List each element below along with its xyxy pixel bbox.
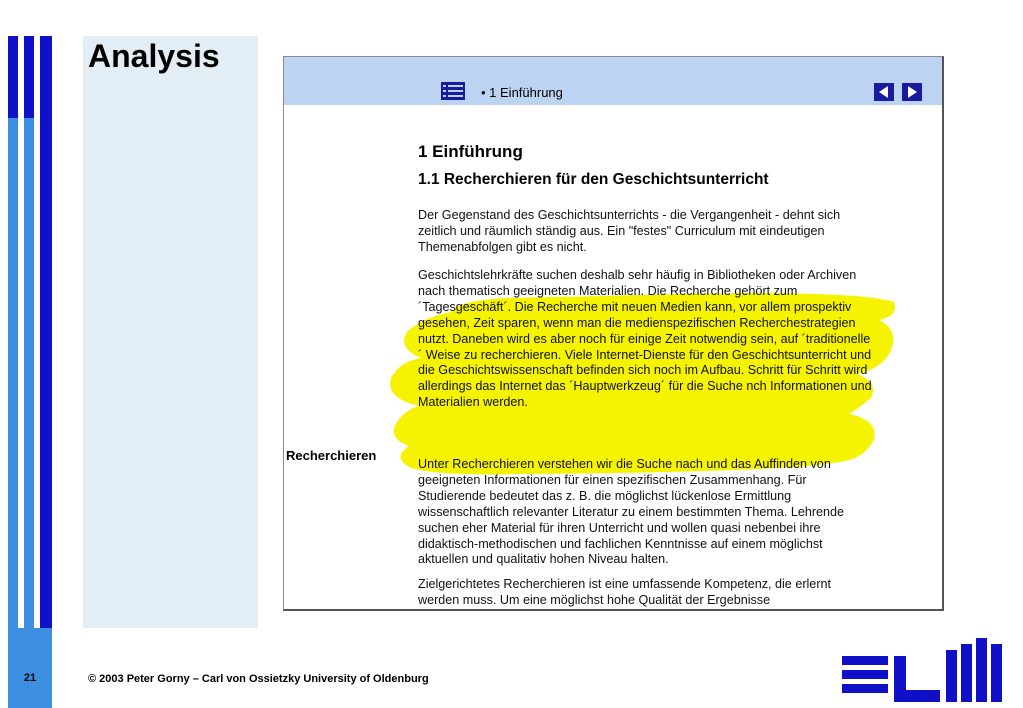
margin-label: Recherchieren bbox=[286, 448, 377, 463]
elm-logo-icon bbox=[842, 636, 1006, 702]
breadcrumb[interactable]: • 1 Einführung bbox=[481, 85, 563, 100]
chapter-heading: 1 Einführung bbox=[418, 142, 523, 161]
side-panel bbox=[83, 36, 258, 628]
document-content bbox=[284, 105, 942, 609]
footer-copyright: © 2003 Peter Gorny – Carl von Ossietzky University of Oldenburg bbox=[88, 673, 429, 685]
left-bar-4 bbox=[40, 36, 52, 628]
page-number-box bbox=[8, 628, 52, 708]
section-heading: 1.1 Recherchieren für den Geschichtsunterricht bbox=[418, 171, 769, 188]
arrow-left-icon[interactable] bbox=[874, 83, 894, 101]
arrow-right-icon[interactable] bbox=[902, 83, 922, 101]
left-bar-5 bbox=[8, 118, 18, 628]
page-number: 21 bbox=[23, 672, 37, 684]
paragraph-4: Zielgerichtetes Recherchieren ist eine umfassende Kompetenz, die erlernt werden muss. Um eine möglichst hohe Qualität der Ergebnisse bbox=[418, 577, 832, 607]
slide-title: Analysis bbox=[88, 38, 220, 74]
list-menu-icon[interactable] bbox=[441, 82, 465, 100]
left-bar-3 bbox=[24, 118, 34, 628]
content-window bbox=[283, 56, 944, 611]
paragraph-1: Der Gegenstand des Geschichtsunterrichts - die Vergangenheit - dehnt sich zeitlich und räumlich ständig aus. Ein "festes" Curriculum mit eindeutigen Themenabfolgen gibt es nicht. bbox=[418, 208, 841, 254]
paragraph-3: Unter Recherchieren verstehen wir die Suche nach und das Auffinden von geeigneten Informationen für einen spezifischen Zusammenhang. Für Studierende bedeutet das z. B. die möglichst lückenlose Ermittlung wissenschaftlich relevanter Literatur zu einem bestimmten Thema. Lehrende suchen eher Material für ihren Unterricht und wollen quasi nebenbei ihre didaktisch-methodischen und fachlichen Kenntnisse auf einem möglichst aktuellen und qualitativ hohen Niveau halten. bbox=[418, 457, 845, 567]
paragraph-2: Geschichtslehrkräfte suchen deshalb sehr häufig in Bibliotheken oder Archiven nach thematisch geeigneten Materialien. Die Recherche gehört zum ´Tagesgeschäft´. Die Recherche mit neuen Medien kann, vor allem prospektiv gesehen, Zeit sparen, wenn man die medienspezifischen Recherchestrategien nutzt. Daneben wird es aber noch für einige Zeit notwendig sein, auf ´traditionelle´ Weise zu recherchieren. Viele Internet-Dienste für den Geschichtsunterricht und die Geschichtswissenschaft befinden sich noch im Aufbau. Schritt für Schritt wird allerdings das Internet das ´Hauptwerkzeug´ für die Suche nch Informationen und Materialien werden. bbox=[418, 268, 872, 410]
window-toolbar bbox=[284, 57, 942, 105]
